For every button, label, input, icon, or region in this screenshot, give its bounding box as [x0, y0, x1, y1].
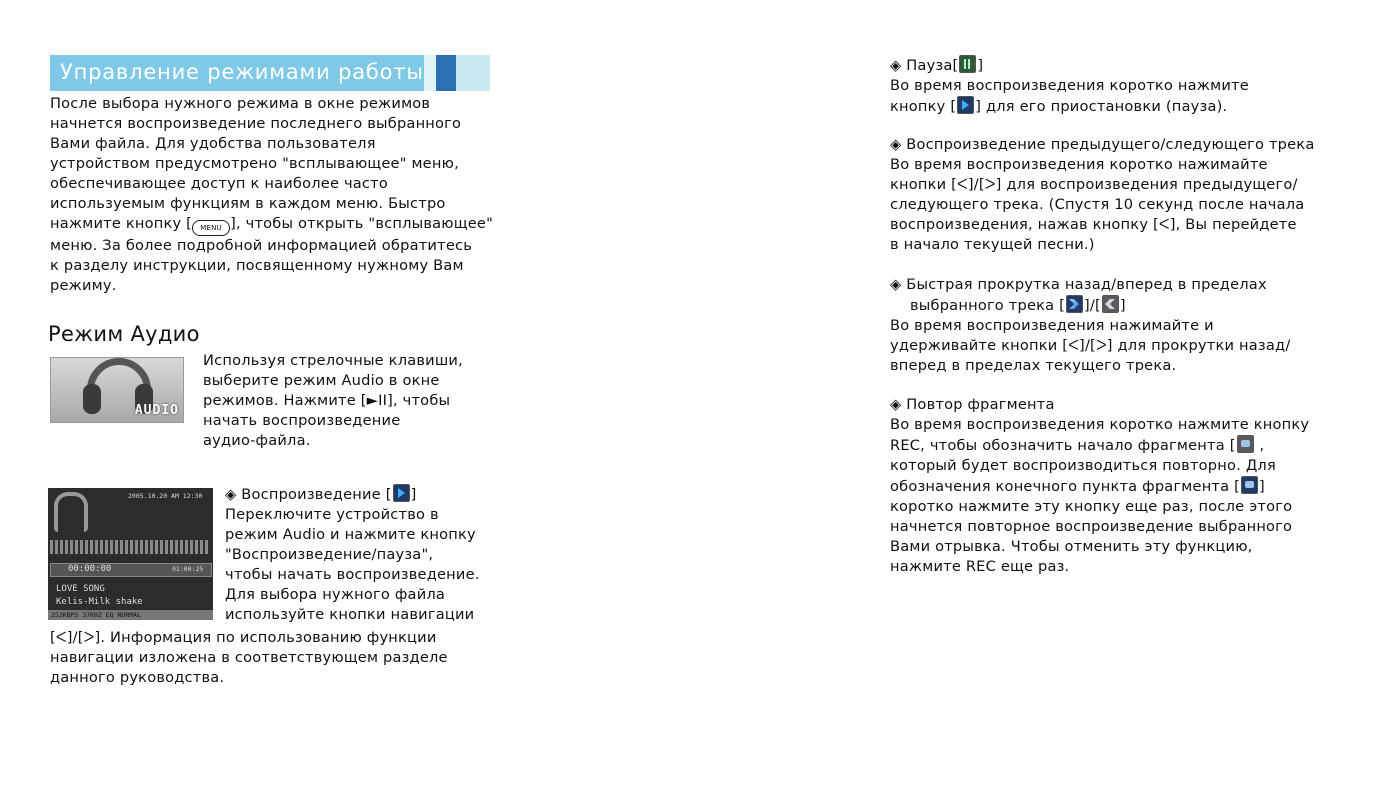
screen-total-time: 01:00:25 — [172, 565, 204, 573]
device-screen-image — [48, 488, 213, 620]
text-line: Переключите устройство в — [225, 506, 439, 523]
menu-button-icon: MENU — [192, 220, 230, 236]
screen-time: 00:00:00 — [68, 564, 112, 574]
banner-decoration — [436, 55, 456, 91]
text-line — [890, 295, 1360, 316]
play-icon — [957, 96, 974, 114]
text-fragment: ]/[ — [1084, 297, 1101, 314]
text-line: выберите режим Audio в окне — [203, 372, 440, 389]
banner-decoration — [456, 55, 490, 91]
text-fragment: выбранного трека [ — [910, 297, 1066, 314]
playback-paragraph-cont — [50, 628, 520, 688]
text-fragment: REC, чтобы обозначить начало фрагмента [ — [890, 437, 1236, 454]
text-line — [890, 435, 1360, 456]
screen-status: 2005.10.20 AM 12:30 — [128, 492, 203, 500]
audio-mode-headphones-icon — [50, 357, 184, 423]
text-fragment: , — [1254, 437, 1265, 454]
rec-start-icon — [1237, 435, 1254, 453]
text-line: начнется повторное воспроизведение выбранного — [890, 518, 1293, 535]
headphones-icon — [54, 492, 88, 532]
screen-footer — [48, 610, 213, 620]
text-line: нажмите REC еще раз. — [890, 558, 1070, 575]
text-line: воспроизведения, нажав кнопку [ᐸ], Вы перейдете — [890, 216, 1297, 233]
text-line: кнопки [ᐸ]/[ᐳ] для воспроизведения предыдущего/ — [890, 176, 1298, 193]
prev-next-section — [890, 135, 1360, 255]
text-line: Во время воспроизведения коротко нажмите кнопку — [890, 416, 1310, 433]
scan-section — [890, 275, 1360, 376]
text-line: Во время воспроизведения коротко нажмите — [890, 77, 1249, 94]
text-line: режиму. — [50, 277, 117, 294]
rec-end-icon — [1241, 476, 1258, 494]
text-line: данного руководства. — [50, 669, 225, 686]
text-line: коротко нажмите эту кнопку еще раз, после этого — [890, 498, 1293, 515]
playback-paragraph — [225, 484, 525, 625]
text-line: аудио-файла. — [203, 432, 311, 449]
text-line: к разделу инструкции, посвященному нужному Вам — [50, 257, 464, 274]
play-icon — [393, 484, 410, 502]
text-line: начать воспроизведение — [203, 412, 401, 429]
text-line: устройством предусмотрено "всплывающее" меню, — [50, 155, 459, 172]
audio-description — [203, 351, 503, 451]
text-fragment: ◈ Пауза[ — [890, 57, 959, 74]
text-line — [890, 55, 1360, 76]
section-heading: Режим Аудио — [48, 322, 200, 346]
text-fragment: ] для его приостановки (пауза). — [975, 98, 1228, 115]
headphones-cup — [83, 384, 101, 414]
text-line: После выбора нужного режима в окне режимов — [50, 95, 431, 112]
text-line: следующего трека. (Спустя 10 секунд после начала — [890, 196, 1305, 213]
text-line: используйте кнопки навигации — [225, 606, 475, 623]
intro-paragraph — [50, 94, 520, 296]
text-line: Во время воспроизведения коротко нажимайте — [890, 156, 1268, 173]
audio-logo-text: AUDIO — [134, 403, 179, 418]
text-fragment: ] — [1119, 297, 1126, 314]
text-line: [ᐸ]/[ᐳ]. Информация по использованию функции — [50, 629, 437, 646]
text-fragment: обозначения конечного пункта фрагмента [ — [890, 478, 1241, 495]
text-line: используемым функциям в каждом меню. Быстро — [50, 195, 446, 212]
screen-folder: LOVE SONG — [56, 584, 105, 594]
text-line: вперед в пределах текущего трека. — [890, 357, 1177, 374]
text-line: Вами отрывка. Чтобы отменить эту функцию, — [890, 538, 1253, 555]
text-line — [890, 476, 1360, 497]
screen-track: Kelis-Milk shake — [56, 597, 143, 607]
text-line — [50, 214, 520, 236]
text-line: обеспечивающее доступ к наиболее часто — [50, 175, 388, 192]
text-line: режимов. Нажмите [►II], чтобы — [203, 392, 451, 409]
text-fragment: ◈ Воспроизведение [ — [225, 486, 392, 503]
text-line: Используя стрелочные клавиши, — [203, 352, 463, 369]
text-fragment: ] — [1259, 478, 1265, 495]
repeat-section — [890, 395, 1360, 577]
text-line: ◈ Воспроизведение предыдущего/следующего трека — [890, 136, 1315, 153]
text-line: "Воспроизведение/пауза", — [225, 546, 434, 563]
text-line: который будет воспроизводиться повторно. Для — [890, 457, 1276, 474]
text-line: режим Audio и нажмите кнопку — [225, 526, 476, 543]
text-line: Вами файла. Для удобства пользователя — [50, 135, 376, 152]
section-banner — [50, 55, 424, 91]
text-fragment: ] — [977, 57, 984, 74]
text-line: Для выбора нужного файла — [225, 586, 446, 603]
pause-section — [890, 55, 1360, 117]
page-title: Управление режимами работы — [60, 60, 424, 84]
screen-footer-text: 252KBPS 37KHZ EQ NORMAL — [51, 611, 142, 619]
fast-forward-icon — [1066, 295, 1083, 313]
text-line: ◈ Повтор фрагмента — [890, 396, 1055, 413]
text-fragment: нажмите кнопку [ — [50, 215, 193, 232]
text-line: удерживайте кнопки [ᐸ]/[ᐳ] для прокрутки назад/ — [890, 337, 1291, 354]
text-fragment: кнопку [ — [890, 98, 957, 115]
banner-decoration — [424, 55, 436, 91]
text-line: начнется воспроизведение последнего выбранного — [50, 115, 462, 132]
text-fragment: ], чтобы открыть "всплывающее" — [230, 215, 493, 232]
text-line: меню. За более подробной информацией обратитесь — [50, 237, 473, 254]
text-line: навигации изложена в соответствующем разделе — [50, 649, 448, 666]
text-line: Во время воспроизведения нажимайте и — [890, 317, 1214, 334]
text-line — [225, 484, 525, 505]
equalizer-bars — [50, 540, 210, 554]
text-line: в начало текущей песни.) — [890, 236, 1095, 253]
text-line — [890, 96, 1360, 117]
text-line: чтобы начать воспроизведение. — [225, 566, 480, 583]
text-line: ◈ Быстрая прокрутка назад/вперед в пределах — [890, 276, 1267, 293]
text-fragment: ] — [410, 486, 417, 503]
rewind-icon — [1102, 295, 1119, 313]
pause-icon — [959, 55, 976, 73]
